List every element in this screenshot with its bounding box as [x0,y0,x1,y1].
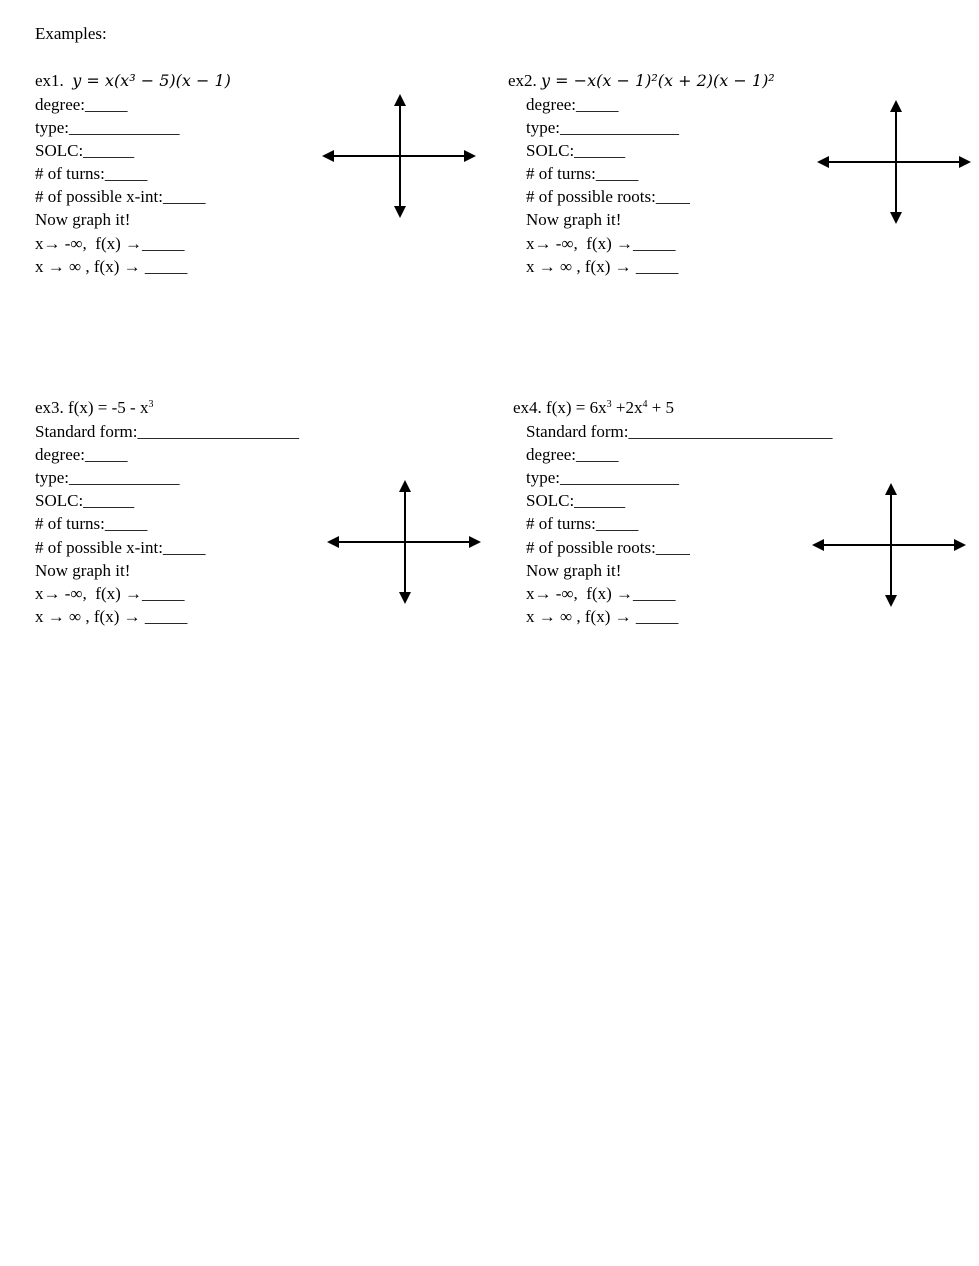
ex2-line-left-end: x→ -∞, f(x) →_____ [526,234,676,253]
ex4-line-standard: Standard form:________________________ [526,422,833,441]
ex4-exp1: 3 [606,399,612,410]
page-heading: Examples: [35,24,107,43]
ex4-axes-icon [810,481,968,609]
ex1-line-right-end: x → ∞ , f(x) → _____ [35,257,188,276]
ex3-label: ex3. [35,398,64,417]
ex2-axes-icon [815,98,973,226]
ex4-f-prefix: f(x) = 6x [546,398,607,417]
ex2-line-right-end: x → ∞ , f(x) → _____ [526,257,679,276]
ex2-equation: y = −x(x − 1)²(x + 2)(x − 1)² [541,71,775,90]
ex2-line-roots: # of possible roots:____ [526,187,690,206]
ex2-header [508,71,775,91]
ex4-line-turns: # of turns:_____ [526,514,639,533]
ex3-header [35,398,153,418]
ex3-line-turns: # of turns:_____ [35,514,148,533]
ex3-exponent: 3 [148,399,154,410]
ex3-line-degree: degree:_____ [35,445,128,464]
ex4-line-left-end: x→ -∞, f(x) →_____ [526,584,676,603]
ex2-line-degree: degree:_____ [526,95,619,114]
ex4-mid: +2x [611,398,643,417]
ex3-line-type: type:_____________ [35,468,180,487]
ex1-equation: y = x(x³ − 5)(x − 1) [72,71,231,90]
ex4-label: ex4. [513,398,542,417]
ex4-line-right-end: x → ∞ , f(x) → _____ [526,607,679,626]
ex3-function: f(x) = -5 - x [68,398,149,417]
ex1-header [35,71,231,91]
ex1-axes-icon [320,92,478,220]
ex2-label: ex2. [508,71,537,90]
ex3-axes-icon [325,478,483,606]
ex2-line-solc: SOLC:______ [526,141,626,160]
ex4-line-solc: SOLC:______ [526,491,626,510]
ex1-line-turns: # of turns:_____ [35,164,148,183]
ex4-line-degree: degree:_____ [526,445,619,464]
ex1-line-left-end: x→ -∞, f(x) →_____ [35,234,185,253]
ex4-suffix: + 5 [647,398,675,417]
ex1-line-graph: Now graph it! [35,210,131,229]
ex1-line-type: type:_____________ [35,118,180,137]
ex1-line-degree: degree:_____ [35,95,128,114]
ex4-exp2: 4 [642,399,648,410]
ex1-label: ex1. [35,71,64,90]
ex4-line-roots: # of possible roots:____ [526,538,690,557]
ex3-line-solc: SOLC:______ [35,491,135,510]
ex2-line-graph: Now graph it! [526,210,622,229]
ex3-line-right-end: x → ∞ , f(x) → _____ [35,607,188,626]
ex2-line-turns: # of turns:_____ [526,164,639,183]
ex4-line-type: type:______________ [526,468,679,487]
ex3-line-left-end: x→ -∞, f(x) →_____ [35,584,185,603]
ex3-line-graph: Now graph it! [35,561,131,580]
ex4-line-graph: Now graph it! [526,561,622,580]
ex3-line-standard: Standard form:___________________ [35,422,299,441]
ex1-line-solc: SOLC:______ [35,141,135,160]
ex2-line-type: type:______________ [526,118,679,137]
ex1-line-xint: # of possible x-int:_____ [35,187,206,206]
ex3-line-xint: # of possible x-int:_____ [35,538,206,557]
ex4-header [513,398,674,418]
